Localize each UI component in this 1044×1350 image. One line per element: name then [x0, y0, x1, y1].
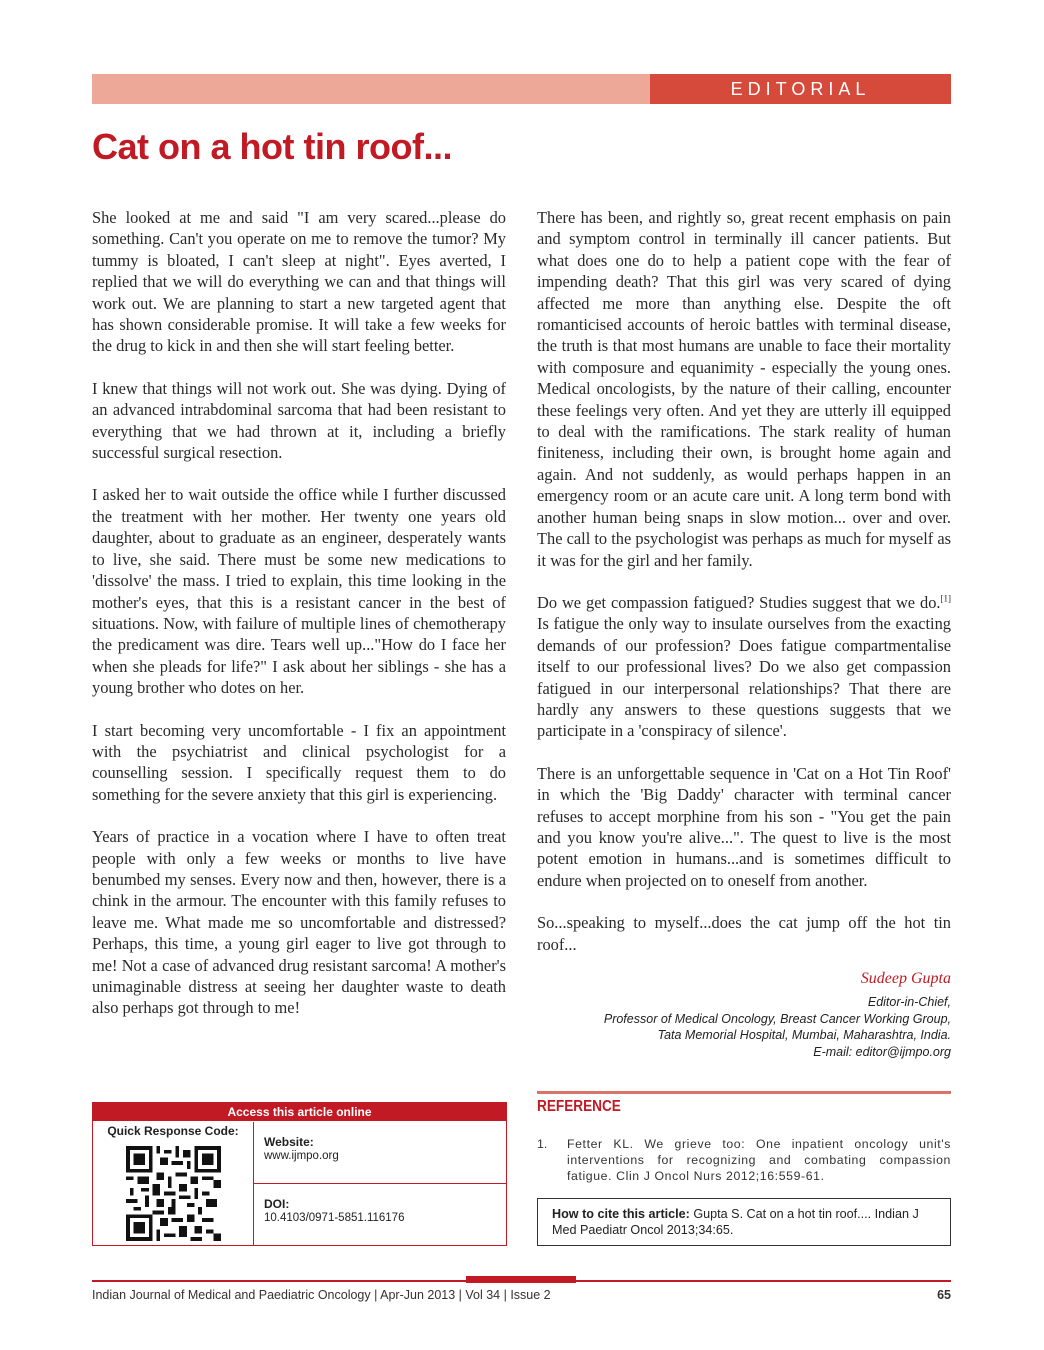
doi-link[interactable]: 10.4103/0971-5851.116176 — [264, 1212, 405, 1224]
paragraph: There is an unforgettable sequence in 'Cat on a Hot Tin Roof' in which the 'Big Daddy' character with terminal cancer refuses to accept morphine from his son - "You get the pain and you know you're alive...". The quest to live is the most potent emotion in humans...and is sometimes difficult to endure when projected on to oneself from another. — [537, 763, 951, 890]
qr-code-icon[interactable] — [126, 1146, 221, 1241]
reference-item — [537, 1136, 951, 1184]
citation-label: How to cite this article: — [552, 1207, 690, 1221]
website-cell — [254, 1122, 506, 1184]
citation-box — [537, 1198, 951, 1246]
doi-label: DOI: — [264, 1197, 290, 1211]
author-affiliation: Professor of Medical Oncology, Breast Cancer Working Group, — [603, 1011, 951, 1026]
citation-text: Gupta S. Cat on a hot tin roof.... Indian J Med Paediatr Oncol 2013;34:65. — [552, 1207, 919, 1237]
reference-divider — [537, 1091, 951, 1094]
citation-link[interactable]: [1] — [940, 593, 951, 604]
author-institution: Tata Memorial Hospital, Mumbai, Maharashtra, India. — [657, 1028, 951, 1042]
access-article-box — [92, 1102, 507, 1246]
reference-text: Fetter KL. We grieve too: One inpatient oncology unit's interventions for recognizing and combating compassion fatigue. Clin J Oncol Nurs 2012;16:559-61. — [567, 1137, 951, 1183]
website-link[interactable]: www.ijmpo.org — [264, 1150, 339, 1162]
access-header: Access this article online — [93, 1103, 506, 1121]
left-column — [92, 207, 506, 1040]
qr-section — [93, 1122, 254, 1245]
paragraph: I start becoming very uncomfortable - I fix an appointment with the psychiatrist and clinical psychologist for a counselling session. I specifically request them to do something for the severe anxiety that this girl is experiencing. — [92, 720, 506, 804]
reference-number: 1. — [537, 1137, 548, 1151]
qr-label: Quick Response Code: — [107, 1124, 239, 1138]
footer-journal-info: Indian Journal of Medical and Paediatric Oncology | Apr-Jun 2013 | Vol 34 | Issue 2 — [92, 1288, 551, 1302]
paragraph-text: Do we get compassion fatigued? Studies suggest that we do. — [537, 592, 941, 612]
paragraph: There has been, and rightly so, great recent emphasis on pain and symptom control in terminally ill cancer patients. But what does one do to help a patient cope with the fear of impending death? That this girl was very scared of dying affected me more than anything else. Despite the oft romanticised accounts of heroic battles with terminal disease, the truth is that most humans are unable to face their mortality with composure and equanimity - especially the young ones. Medical oncologists, by the nature of their calling, encounter these feelings very often. And yet they are utterly ill equipped to deal with the ramifications. The stark reality of human finiteness, including their own, is brought home again and again. And not suddenly, as would perhaps happen in an emergency room or an acute care unit. A long term bond with another human being snaps in slow motion... over and over. The call to the psychologist was perhaps as much for myself as it was for the girl and her family. — [537, 208, 951, 570]
reference-heading: REFERENCE — [537, 1098, 621, 1115]
paragraph-text: Is fatigue the only way to insulate ourselves from the exacting demands of our profession? Does fatigue compartmentalise itself to our professional lives? Do we also get compassion fatigued in our interpersonal relationships? That there are hardly any answers to these questions suggests that we participate in a 'conspiracy of silence'. — [537, 614, 951, 741]
author-role: Editor-in-Chief, — [867, 995, 951, 1009]
paragraph — [537, 592, 951, 742]
paragraph: Years of practice in a vocation where I have to often treat people with only a few weeks or months to live have benumbed my senses. Every now and then, however, there is a chink in the armour. The encounter with this family refuses to leave me. What made me so uncomfortable and distressed? Perhaps, this time, a young girl eager to live got through to me! Not a case of advanced drug resistant sarcoma! A mother's unimaginable distress at seeing her daughter waste to death also perhaps got through to me! — [92, 827, 506, 1018]
paragraph: I knew that things will not work out. She was dying. Dying of an advanced intrabdominal sarcoma that had been resistant to everything that we had thrown at it, including a briefly successful surgical resection. — [92, 378, 506, 463]
footer-accent-block — [466, 1276, 576, 1283]
access-details — [254, 1122, 506, 1245]
section-label: EDITORIAL — [650, 74, 951, 104]
paragraph: She looked at me and said "I am very scared...please do something. Can't you operate on me to remove the tumor? My tummy is bloated, I can't sleep at night". Eyes averted, I replied that we will do everything we can and that things will work out. We are planning to start a new targeted agent that has shown considerable promise. It will take a few weeks for the drug to kick in and then she will start feeling better. — [92, 208, 506, 356]
paragraph: So...speaking to myself...does the cat jump off the hot tin roof... — [537, 913, 951, 954]
author-signature — [537, 970, 951, 1060]
right-column — [537, 207, 951, 976]
website-label: Website: — [264, 1135, 314, 1149]
paragraph: I asked her to wait outside the office while I further discussed the treatment with her mother. Her twenty one years old daughter, about to graduate as an engineer, desperately wants to live, she said. There must be some new medications to 'dissolve' the mass. I tried to explain, this time looking in the mother's eyes, that this is a resistant cancer in the best of situations. Now, with failure of multiple lines of chemotherapy the predicament was dire. Tears well up..."How do I face her when she pleads for life?" I ask about her siblings - she has a young brother who dotes on her. — [92, 485, 506, 698]
article-title: Cat on a hot tin roof... — [92, 126, 452, 167]
doi-cell — [254, 1184, 506, 1245]
author-name: Sudeep Gupta — [860, 970, 951, 987]
page-number: 65 — [937, 1288, 951, 1302]
author-email[interactable]: E-mail: editor@ijmpo.org — [813, 1044, 951, 1059]
